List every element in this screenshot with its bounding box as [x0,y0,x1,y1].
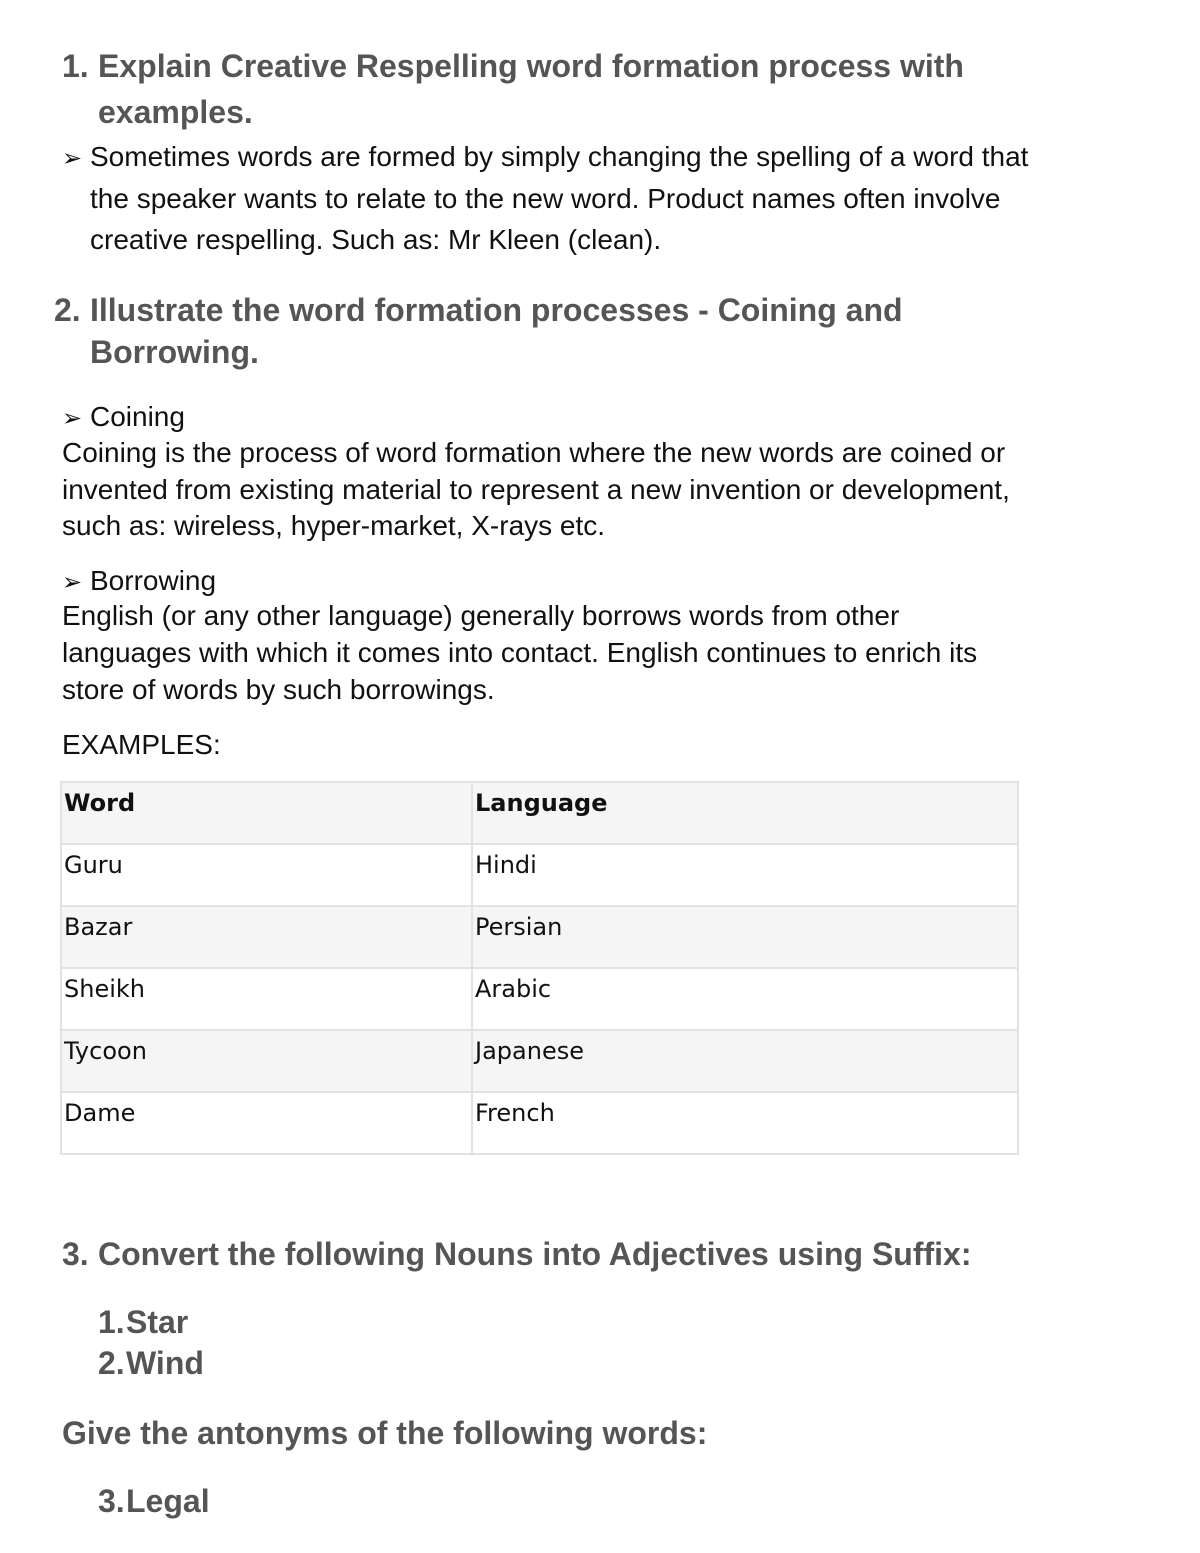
q1-title: 1. Explain Creative Respelling word formation process with [62,44,964,88]
q3-title: 3. Convert the following Nouns into Adjectives using Suffix: [62,1232,972,1276]
borrowing-line2: languages with which it comes into contact. English continues to enrich its [62,637,978,668]
table-header-cell: Language [472,782,1018,844]
antonyms-title: Give the antonyms of the following words: [62,1415,708,1451]
q1-title-continued: examples. [98,94,253,130]
antonyms-item-legal: 3.Legal [98,1483,210,1519]
table-row [61,968,1018,1030]
q1-bullet-line2: the speaker wants to relate to the new word. Product names often involve [90,183,1001,214]
table-cell: French [472,1092,1018,1154]
q1-number: 1. [62,48,89,84]
table-header-cell: Word [61,782,472,844]
q2-number: 2. [54,292,81,328]
table-cell: Japanese [472,1030,1018,1092]
arrowhead-bullet-icon: ➢ [62,568,83,596]
table-cell: Dame [61,1092,472,1154]
table-cell: Persian [472,906,1018,968]
table-row [61,1092,1018,1154]
table-row [61,906,1018,968]
examples-label: EXAMPLES: [62,729,221,760]
arrowhead-bullet-icon: ➢ [62,404,83,432]
coining-line1: Coining is the process of word formation where the new words are coined or [62,437,1006,468]
table-row [61,1030,1018,1092]
table-cell: Hindi [472,844,1018,906]
table-cell: Sheikh [61,968,472,1030]
table-cell: Guru [61,844,472,906]
coining-line2: invented from existing material to represent a new invention or development, [62,474,1010,505]
table-cell: Arabic [472,968,1018,1030]
q2-title-continued: Borrowing. [90,334,259,370]
borrowing-line1: English (or any other language) generally borrows words from other [62,600,900,631]
borrowing-heading: ➢ Borrowing [62,562,216,601]
table-header-row [61,782,1018,844]
table-row [61,844,1018,906]
borrowing-line3: store of words by such borrowings. [62,674,495,705]
q1-bullet: ➢ Sometimes words are formed by simply changing the spelling of a word that [62,138,1028,177]
arrowhead-bullet-icon: ➢ [62,144,83,172]
coining-heading: ➢ Coining [62,398,185,437]
q3-item-wind: 2.Wind [98,1345,204,1381]
q3-number: 3. [62,1236,89,1272]
coining-line3: such as: wireless, hyper-market, X-rays etc. [62,510,606,541]
examples-table [60,781,1019,1155]
q2-title: 2. Illustrate the word formation processes - Coining and [54,288,903,332]
table-cell: Bazar [61,906,472,968]
q1-bullet-line3: creative respelling. Such as: Mr Kleen (clean). [90,224,662,255]
table-cell: Tycoon [61,1030,472,1092]
q3-item-star: 1.Star [98,1304,189,1340]
